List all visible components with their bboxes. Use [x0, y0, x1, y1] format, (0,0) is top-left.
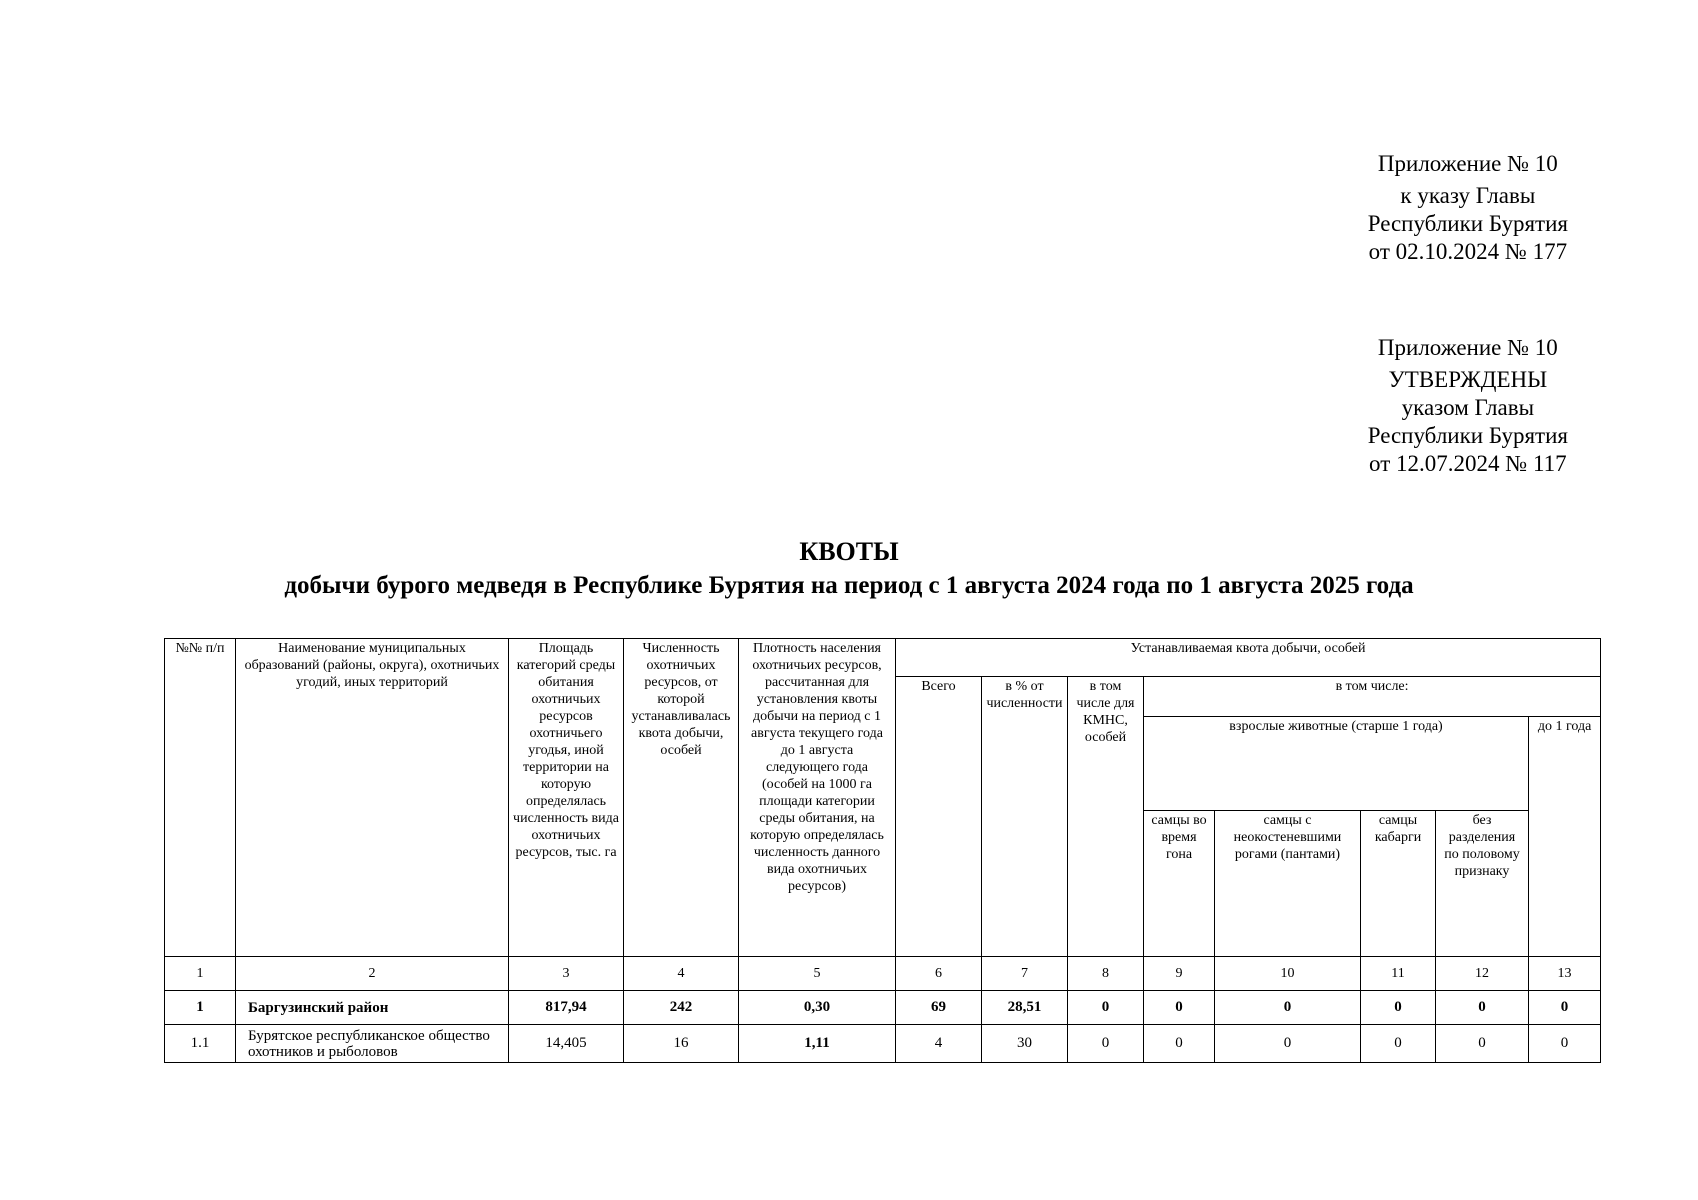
row-males-rut: 0 — [1144, 1025, 1215, 1063]
row-no-sex: 0 — [1436, 991, 1529, 1025]
row-density: 1,11 — [739, 1025, 896, 1063]
row-number: 1.1 — [165, 1025, 236, 1063]
header-number: №№ п/п — [165, 639, 236, 957]
appendix-line: Республики Бурятия — [1367, 423, 1568, 448]
row-males-musk: 0 — [1361, 991, 1436, 1025]
row-number: 1 — [165, 991, 236, 1025]
appendix-line: указом Главы — [1401, 395, 1535, 420]
column-number: 6 — [896, 957, 982, 991]
header-young: до 1 года — [1529, 717, 1601, 957]
row-males-antlers: 0 — [1215, 1025, 1361, 1063]
row-young: 0 — [1529, 991, 1601, 1025]
column-number: 3 — [509, 957, 624, 991]
column-number: 1 — [165, 957, 236, 991]
header-males-rut: самцы во время гона — [1144, 811, 1215, 957]
column-number: 11 — [1361, 957, 1436, 991]
appendix-line: к указу Главы — [1400, 183, 1536, 208]
header-including: в том числе: — [1144, 677, 1601, 717]
column-number: 8 — [1068, 957, 1144, 991]
appendix-line: УТВЕРЖДЕНЫ — [1388, 367, 1548, 392]
header-percent: в % от численности — [982, 677, 1068, 957]
column-number: 10 — [1215, 957, 1361, 991]
header-quota-group: Устанавливаемая квота добычи, особей — [896, 639, 1601, 677]
appendix-line: от 12.07.2024 № 117 — [1369, 451, 1567, 476]
header-territory: Наименование муниципальных образований (районы, округа), охотничьих угодий, иных территорий — [236, 639, 509, 957]
row-no-sex: 0 — [1436, 1025, 1529, 1063]
appendix-stamp-current — [1368, 150, 1568, 266]
row-density: 0,30 — [739, 991, 896, 1025]
column-number: 2 — [236, 957, 509, 991]
row-kmns: 0 — [1068, 1025, 1144, 1063]
header-adults: взрослые животные (старше 1 года) — [1144, 717, 1529, 811]
column-number: 12 — [1436, 957, 1529, 991]
row-territory-name: Баргузинский район — [236, 991, 509, 1025]
row-males-musk: 0 — [1361, 1025, 1436, 1063]
header-total: Всего — [896, 677, 982, 957]
row-males-rut: 0 — [1144, 991, 1215, 1025]
row-males-antlers: 0 — [1215, 991, 1361, 1025]
document-subtitle: добычи бурого медведя в Республике Бурятия на период с 1 августа 2024 года по 1 августа 2025 года — [284, 572, 1414, 599]
column-number: 9 — [1144, 957, 1215, 991]
header-kmns: в том числе для КМНС, особей — [1068, 677, 1144, 957]
column-number: 13 — [1529, 957, 1601, 991]
header-no-sex: без разделения по половому признаку — [1436, 811, 1529, 957]
header-males-musk: самцы кабарги — [1361, 811, 1436, 957]
row-area: 817,94 — [509, 991, 624, 1025]
row-count: 16 — [624, 1025, 739, 1063]
appendix-line: от 02.10.2024 № 177 — [1368, 239, 1568, 264]
header-count: Численность охотничьих ресурсов, от которой устанавливалась квота добычи, особей — [624, 639, 739, 957]
row-kmns: 0 — [1068, 991, 1144, 1025]
column-number: 4 — [624, 957, 739, 991]
appendix-heading: Приложение № 10 — [1377, 335, 1558, 360]
row-young: 0 — [1529, 1025, 1601, 1063]
appendix-heading: Приложение № 10 — [1377, 151, 1558, 176]
row-total: 69 — [896, 991, 982, 1025]
document-title-block — [0, 535, 1698, 603]
column-number-row — [165, 957, 1601, 991]
appendix-line: Республики Бурятия — [1367, 211, 1568, 236]
row-territory-name: Бурятское республиканское общество охотников и рыболовов — [236, 1025, 509, 1063]
appendix-stamp-original — [1368, 334, 1568, 478]
document-title: КВОТЫ — [799, 537, 899, 566]
quota-table — [164, 638, 1601, 1063]
table-row — [165, 1025, 1601, 1063]
column-number: 7 — [982, 957, 1068, 991]
row-count: 242 — [624, 991, 739, 1025]
row-total: 4 — [896, 1025, 982, 1063]
row-percent: 30 — [982, 1025, 1068, 1063]
header-density: Плотность населения охотничьих ресурсов, рассчитанная для установления квоты добычи на период с 1 августа текущего года до 1 августа следующего года (особей на 1000 га площади категории среды обитания, на которую определялась численность данного вида охотничьих ресурсов) — [739, 639, 896, 957]
column-number: 5 — [739, 957, 896, 991]
header-area: Площадь категорий среды обитания охотничьих ресурсов охотничьего угодья, иной территории на которую определялась численность вида охотничьих ресурсов, тыс. га — [509, 639, 624, 957]
header-males-antlers: самцы с неокостеневшими рогами (пантами) — [1215, 811, 1361, 957]
row-percent: 28,51 — [982, 991, 1068, 1025]
row-area: 14,405 — [509, 1025, 624, 1063]
table-row — [165, 991, 1601, 1025]
